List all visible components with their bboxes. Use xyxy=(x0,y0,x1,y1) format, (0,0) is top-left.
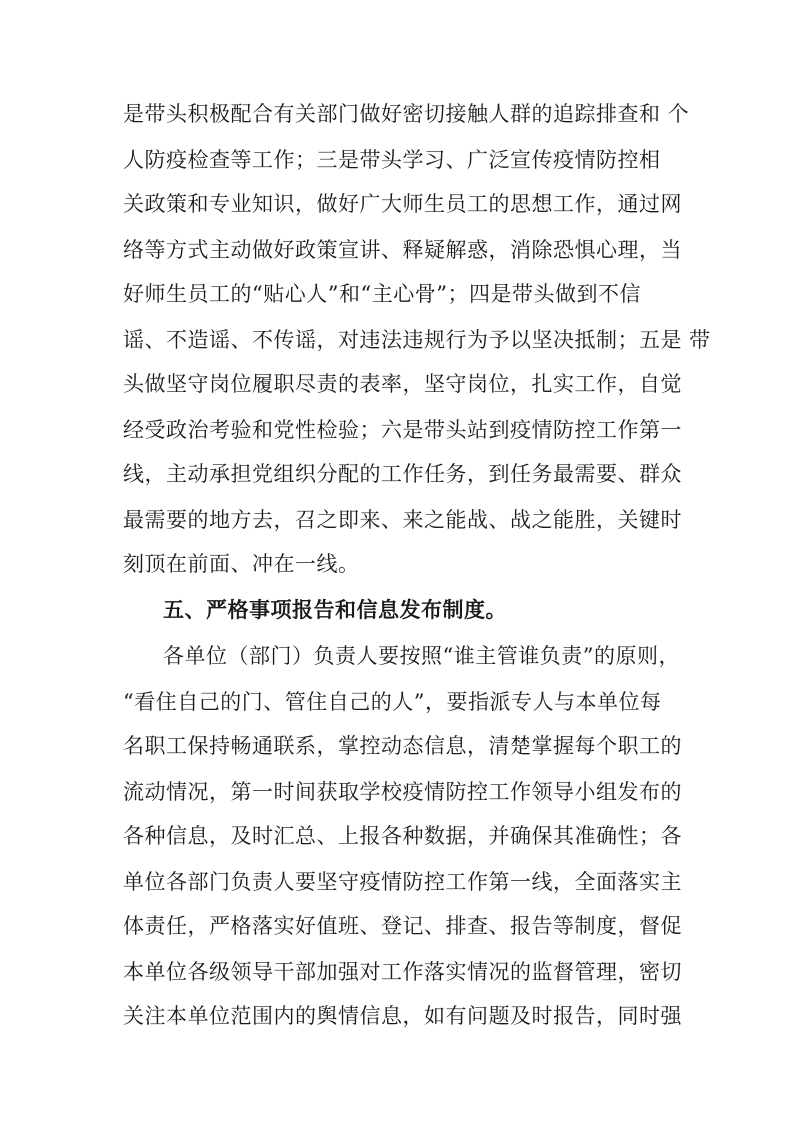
paragraph-1-line-6: 谣、不造谣、不传谣，对违法违规行为予以坚决抵制；五是 带 xyxy=(123,328,711,352)
paragraph-2-line-1: 各单位（部门）负责人要按照“谁主管谁负责”的原则， xyxy=(163,644,680,668)
paragraph-1-line-1: 是带头积极配合有关部门做好密切接触人群的追踪排查和 个 xyxy=(123,102,690,126)
paragraph-2-line-4: 流动情况，第一时间获取学校疫情防控工作领导小组发布的 xyxy=(123,780,682,804)
paragraph-1-line-10: 最需要的地方去，召之即来、来之能战、战之能胜，关键时 xyxy=(123,508,682,532)
paragraph-1-line-11: 刻顶在前面、冲在一线。 xyxy=(123,552,360,576)
paragraph-1-line-8: 经受政治考验和党性检验；六是带头站到疫情防控工作第一 xyxy=(123,418,682,442)
paragraph-2-line-9: 关注本单位范围内的舆情信息，如有问题及时报告，同时强 xyxy=(123,1004,682,1028)
paragraph-1-line-4: 络等方式主动做好政策宣讲、释疑解惑，消除恐惧心理，当 xyxy=(123,238,682,262)
paragraph-1-line-9: 线，主动承担党组织分配的工作任务，到任务最需要、群众 xyxy=(123,462,682,486)
section-heading: 五、严格事项报告和信息发布制度。 xyxy=(163,598,507,622)
paragraph-1-line-2: 人防疫检查等工作；三是带头学习、广泛宣传疫情防控相 xyxy=(123,148,661,172)
paragraph-2-line-3: 名职工保持畅通联系，掌控动态信息，清楚掌握每个职工的 xyxy=(123,734,682,758)
paragraph-2-line-6: 单位各部门负责人要坚守疫情防控工作第一线，全面落实主 xyxy=(123,870,682,894)
paragraph-2-line-2: “看住自己的门、管住自己的人”，要指派专人与本单位每 xyxy=(123,690,662,714)
paragraph-2-line-7: 体责任，严格落实好值班、登记、排查、报告等制度，督促 xyxy=(123,914,682,938)
paragraph-1-line-3: 关政策和专业知识，做好广大师生员工的思想工作，通过网 xyxy=(123,192,682,216)
paragraph-1-line-5: 好师生员工的“贴心人”和“主心骨”；四是带头做到不信 xyxy=(123,282,641,306)
paragraph-1-line-7: 头做坚守岗位履职尽责的表率，坚守岗位，扎实工作，自觉 xyxy=(123,372,682,396)
paragraph-2-line-8: 本单位各级领导干部加强对工作落实情况的监督管理，密切 xyxy=(123,960,682,984)
paragraph-2-line-5: 各种信息，及时汇总、上报各种数据，并确保其准确性；各 xyxy=(123,824,682,848)
